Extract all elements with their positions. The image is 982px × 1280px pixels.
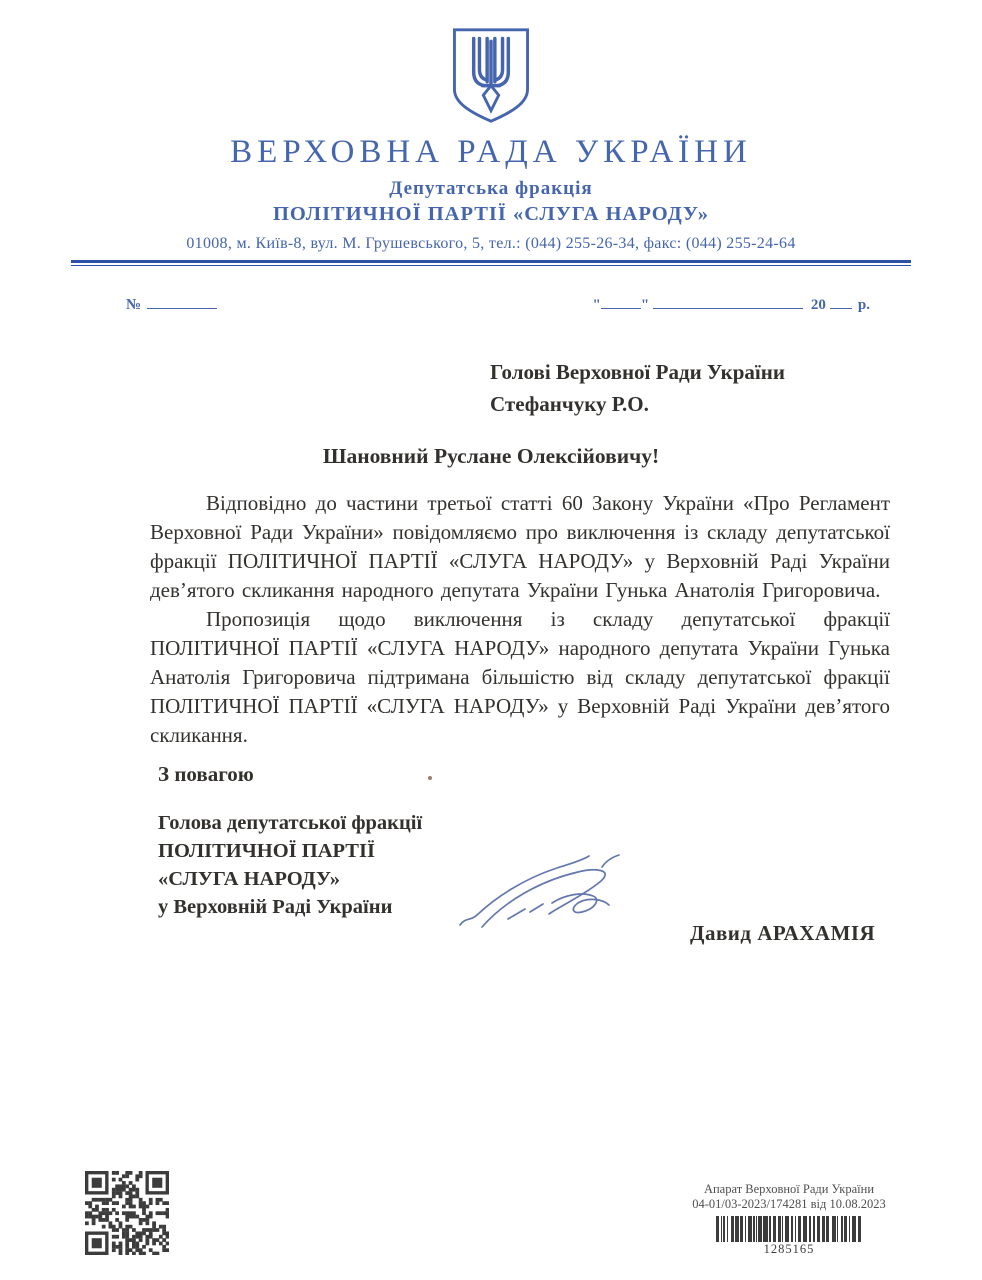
signer-position-line: «СЛУГА НАРОДУ» [158,868,341,890]
reference-row [126,294,870,314]
date-open-quote: " [592,297,601,313]
recipient-block [490,356,982,420]
qr-code-icon [85,1171,169,1255]
date-year-suffix: р. [857,297,870,313]
date-month-blank-line [653,294,803,309]
barcode-number: 1285165 [763,1242,815,1256]
signer-position-line: у Верховній Раді України [158,896,393,918]
barcode-icon [716,1216,862,1242]
scan-artifact-dot [428,776,432,780]
recipient-title: Голові Верховної Ради України [490,360,785,384]
letterhead [0,0,982,266]
date-year-blank-line [830,294,852,309]
signer-position-line: ПОЛІТИЧНОЇ ПАРТІЇ [158,840,375,862]
closing-phrase: З повагою [158,762,254,786]
date-close-quote: " [640,297,650,313]
ukraine-trident-icon [0,26,982,126]
registration-stamp [664,1182,914,1257]
doc-number-blank-line [147,294,217,309]
signer-position-line: Голова депутатської фракції [158,812,423,834]
faction-subtitle: Депутатська фракція [389,178,593,199]
signer-name: Давид АРАХАМІЯ [690,921,876,945]
date-year-prefix: 20 [810,297,826,313]
doc-number-field [126,294,217,314]
letterhead-divider [71,260,911,266]
handwritten-signature-icon [452,839,662,939]
doc-number-label: № [126,297,142,313]
signature-block [0,809,982,989]
date-day-blank-line [601,294,641,309]
letter-body [150,489,890,750]
org-title: ВЕРХОВНА РАДА УКРАЇНИ [230,134,752,170]
recipient-name: Стефанчуку Р.О. [490,392,649,416]
salutation: Шановний Руслане Олексійовичу! [322,444,660,468]
body-paragraph: Пропозиція щодо виключення із складу депутатської фракції ПОЛІТИЧНОЇ ПАРТІЇ «СЛУГА НАРОДУ» народного депутата України Гунька Анатолія Григоровича підтримана більшістю від складу депутатської фракції ПОЛІТИЧНОЇ ПАРТІЇ «СЛУГА НАРОДУ» у Верховній Раді України дев’ятого скликання. [150,607,890,747]
address-line: 01008, м. Київ-8, вул. М. Грушевського, 5, тел.: (044) 255-26-34, факс: (044) 255-24-64 [186,235,796,252]
party-name-subtitle: ПОЛІТИЧНОЇ ПАРТІЇ «СЛУГА НАРОДУ» [272,203,710,225]
stamp-org-line: Апарат Верховної Ради України [703,1182,875,1196]
body-paragraph: Відповідно до частини третьої статті 60 Закону України «Про Регламент Верховної Ради України» повідомляємо про виключення із складу депутатської фракції ПОЛІТИЧНОЇ ПАРТІЇ «СЛУГА НАРОДУ» у Верховній Раді України дев’ятого скликання народного депутата України Гунька Анатолія Григоровича. [150,491,890,602]
doc-date-field [593,294,871,314]
stamp-number-line: 04-01/03-2023/174281 від 10.08.2023 [692,1197,886,1211]
